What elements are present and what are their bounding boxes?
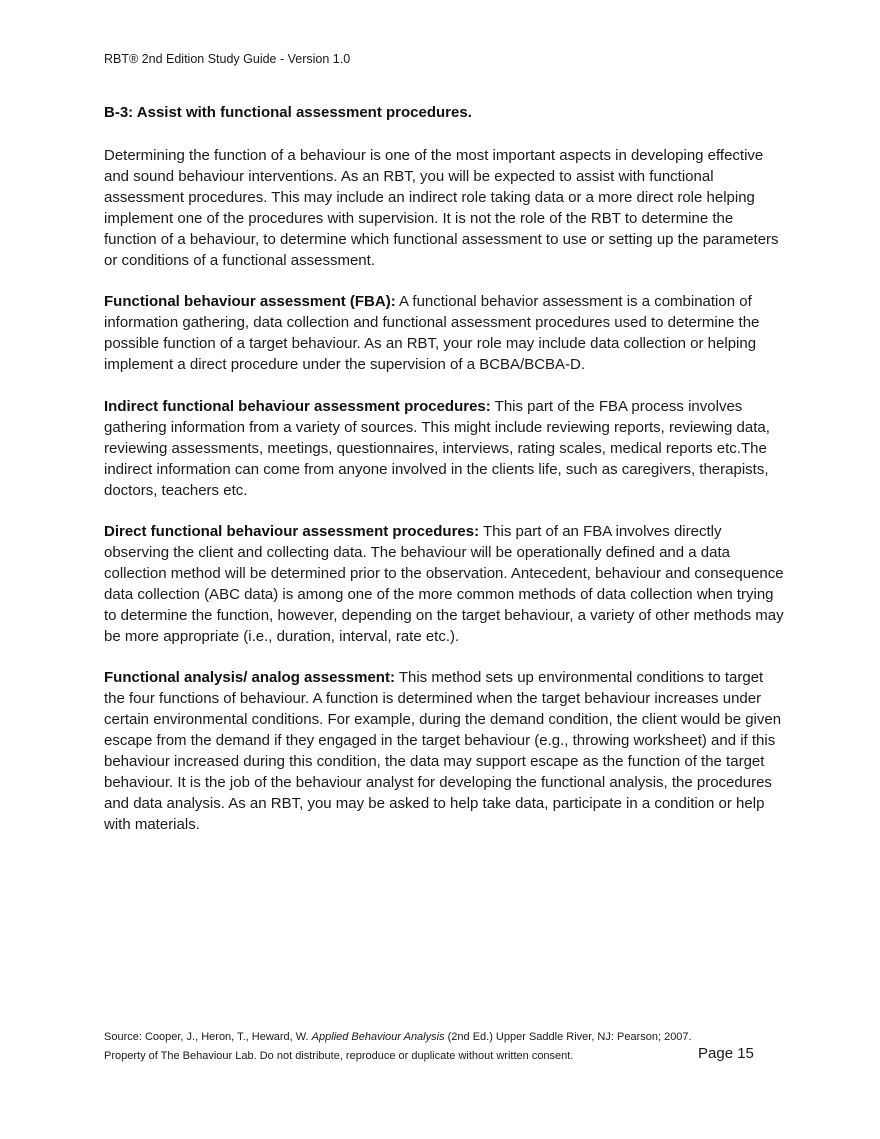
source-prefix: Source: Cooper, J., Heron, T., Heward, W. [104, 1031, 312, 1043]
source-suffix: (2nd Ed.) Upper Saddle River, NJ: Pearson; 2007. [444, 1031, 692, 1043]
section-heading: B-3: Assist with functional assessment procedures. [104, 104, 472, 121]
paragraph-text: Determining the function of a behaviour is one of the most important aspects in developing effective and sound behaviour interventions. As an RBT, you will be expected to assist with functional assessment procedures. This may include an indirect role taking data or a more direct role helping implement one of the procedures with supervision. It is not the role of the RBT to determine the function of a behaviour, to determine which functional assessment to use or setting up the parameters or conditions of a functional assessment. [104, 147, 779, 269]
footer-copyright-notice: Property of The Behaviour Lab. Do not distribute, reproduce or duplicate without written consent. [104, 1050, 574, 1062]
footer-source-citation [104, 1031, 692, 1043]
paragraph-lead: Functional behaviour assessment (FBA): [104, 293, 396, 310]
paragraph-lead: Direct functional behaviour assessment procedures: [104, 523, 480, 540]
indirect-fba-paragraph [104, 396, 784, 501]
fba-paragraph [104, 291, 784, 375]
paragraph-text: A functional behavior assessment is a combination of information gathering, data collection and functional assessment procedures used to determine the possible function of a target behaviour. As an RBT, your role may include data collection or helping implement a direct procedure under the supervision of a BCBA/BCBA-D. [104, 293, 760, 373]
paragraph-text: This method sets up environmental conditions to target the four functions of behaviour. A function is determined when the target behaviour increases under certain environmental conditions. For example, during the demand condition, the client would be given escape from the demand if they engaged in the target behaviour (e.g., throwing worksheet) and if this behaviour increased during this condition, the data may support escape as the function of the target behaviour. It is the job of the behaviour analyst for developing the functional analysis, the procedures and data analysis. As an RBT, you may be asked to help take data, participate in a condition or help with materials. [104, 669, 782, 833]
running-header: RBT® 2nd Edition Study Guide - Version 1.0 [104, 52, 351, 66]
page-number: Page 15 [698, 1045, 754, 1062]
functional-analysis-paragraph [104, 667, 784, 835]
paragraph-text: This part of the FBA process involves gathering information from a variety of sources. This might include reviewing reports, reviewing data, reviewing assessments, meetings, questionnaires, interviews, rating scales, medical reports etc.The indirect information can come from anyone involved in the clients life, such as caregivers, therapists, doctors, teachers etc. [104, 398, 770, 499]
paragraph-lead: Functional analysis/ analog assessment: [104, 669, 395, 686]
paragraph-lead: Indirect functional behaviour assessment procedures: [104, 398, 491, 415]
paragraph-text: This part of an FBA involves directly observing the client and collecting data. The behaviour will be operationally defined and a data collection method will be determined prior to the observation. Antecedent, behaviour and consequence data collection (ABC data) is among one of the more common methods of data collection when trying to determine the function, however, depending on the target behaviour, a variety of other methods may be more appropriate (i.e., duration, interval, rate etc.). [104, 523, 784, 645]
intro-paragraph [104, 145, 784, 271]
direct-fba-paragraph [104, 521, 784, 647]
source-title: Applied Behaviour Analysis [311, 1031, 445, 1043]
